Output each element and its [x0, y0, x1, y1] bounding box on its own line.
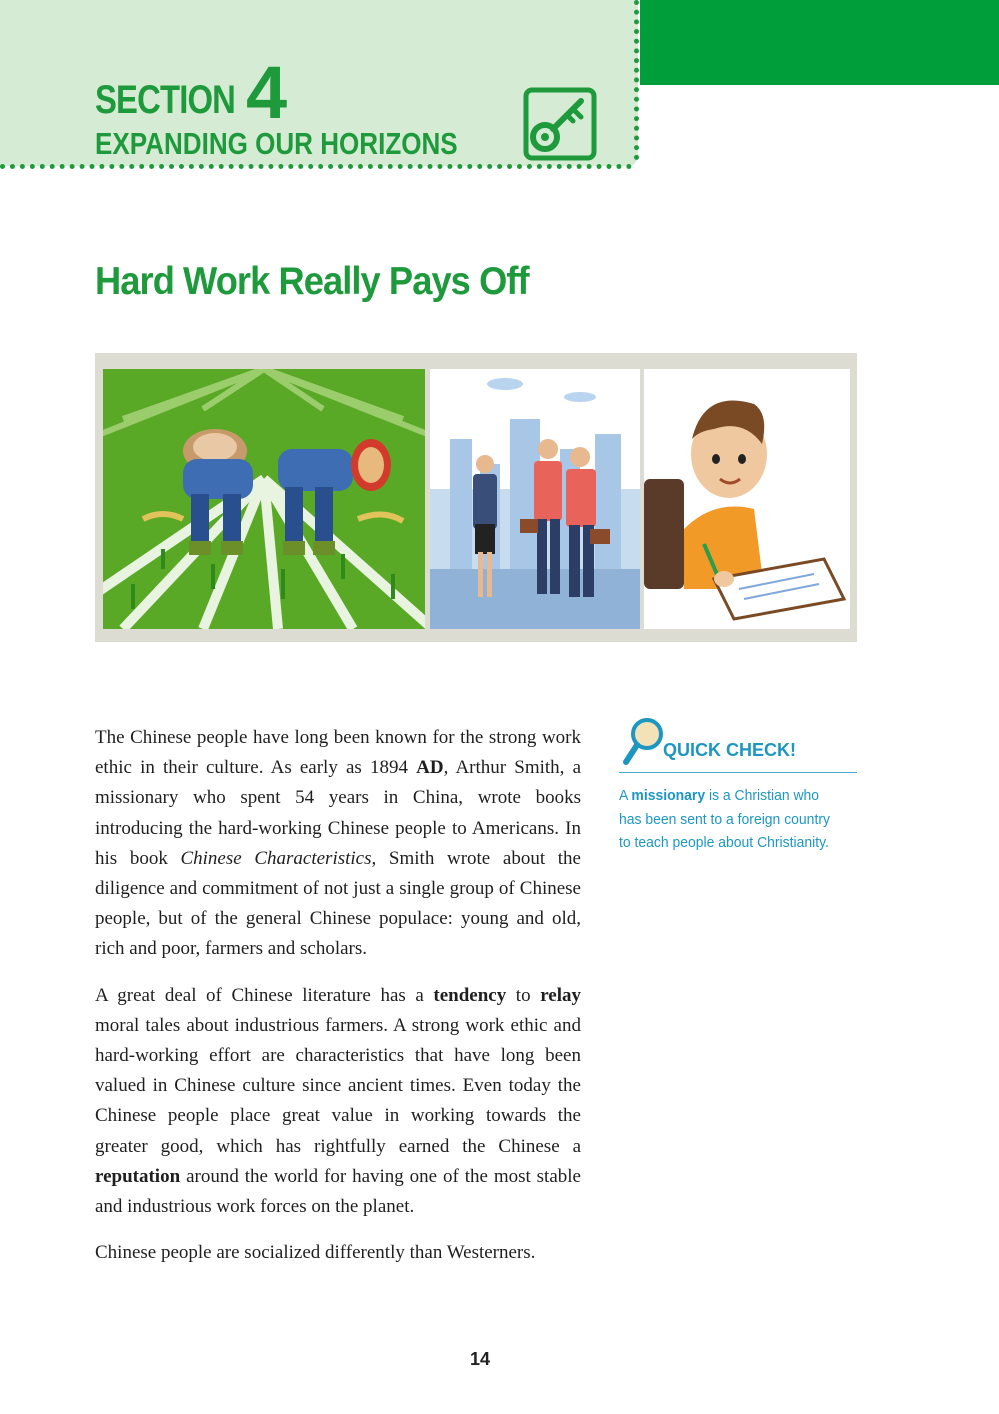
bold-term-relay: relay: [540, 984, 581, 1006]
quick-check-divider: [619, 772, 857, 773]
quick-check-definition: [619, 784, 842, 855]
farmers-illustration: [103, 369, 425, 629]
bold-term-ad: AD: [416, 757, 444, 779]
page-title: Hard Work Really Pays Off: [95, 260, 529, 303]
text-run: around the world for having one of the most stable and industrious work forces on the planet.: [95, 1165, 581, 1218]
magnifier-icon: [621, 716, 665, 768]
section-label: SECTION: [95, 78, 236, 122]
text-run: A great deal of Chinese literature has a: [95, 984, 434, 1006]
body-paragraph-3: Chinese people are socialized differently than Westerners.: [95, 1242, 536, 1264]
student-illustration: [644, 369, 850, 629]
quick-check-term: missionary: [631, 787, 706, 804]
text-run: to: [506, 984, 541, 1006]
section-subtitle: EXPANDING OUR HORIZONS: [95, 126, 458, 161]
corner-color-block: [640, 0, 999, 85]
text-run: A: [619, 787, 632, 804]
page-number: 14: [469, 1349, 491, 1369]
bold-term-tendency: tendency: [433, 984, 507, 1006]
section-number: 4: [246, 51, 288, 134]
body-paragraph-2: [95, 981, 581, 1223]
header-dotted-border: [0, 164, 632, 169]
image-strip: [95, 353, 857, 642]
text-run: , Arthur Smith, a missionary who spent 54 years in China, wrote books introducing the hard-working Chinese people to Americans. In his book: [95, 757, 582, 869]
book-title: Chinese Characteristics: [180, 847, 372, 869]
text-run: is a Christian who has been sent to a foreign country to teach people about Christianity.: [619, 787, 830, 851]
bold-term-reputation: reputation: [95, 1165, 181, 1187]
quick-check-heading: QUICK CHECK!: [663, 740, 796, 760]
text-run: The Chinese people have long been known for the strong work ethic in their culture. As early as 1894: [95, 727, 581, 779]
business-people-illustration: [430, 369, 640, 629]
body-paragraph-1: [95, 723, 581, 965]
header-dotted-border-side: [634, 0, 639, 160]
key-icon: [523, 87, 597, 161]
body-text: [95, 723, 581, 1284]
text-run: moral tales about industrious farmers. A strong work ethic and hard-working effort are characteristics that have long been valued in Chinese culture since ancient times. Even today the Chinese people place great value in working towards the greater good, which has rightfully earned the Chinese a: [95, 1014, 581, 1157]
text-run: , Smith wrote about the diligence and commitment of not just a single group of Chinese people, but of the general Chinese populace: young and old, rich and poor, farmers and scholars.: [95, 847, 581, 960]
